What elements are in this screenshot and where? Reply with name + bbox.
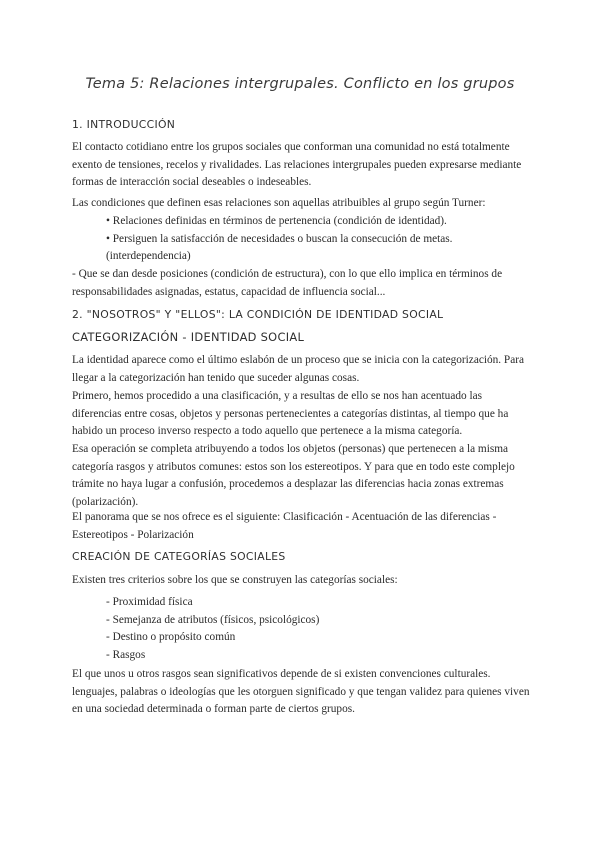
list-item: - Semejanza de atributos (físicos, psicológicos) [106,613,320,626]
paragraph-identidad-1: La identidad aparece como el último eslabón de un proceso que se inicia con la categorización. Para llegar a la categorización han tenido que suceder algunas cosas. [72,354,525,384]
bullet-list-turner [106,213,526,266]
document-title: Tema 5: Relaciones intergrupales. Conflicto en los grupos [85,76,515,92]
list-item: • Persiguen la satisfacción de necesidades o buscan la consecución de metas. [106,232,453,245]
section-heading-creacion: CREACIÓN DE CATEGORÍAS SOCIALES [72,550,286,563]
list-item: - Proximidad física [106,596,193,608]
paragraph-identidad-3: Esa operación se completa atribuyendo a todos los objetos (personas) que pertenecen a la misma categoría rasgos y atributos comunes: estos son los estereotipos. Y para que en todo este complejo trámite no haya lugar a confusión, procedemos a desplazar las diferencias hacia zonas extremas (polarización). [72,443,515,508]
criteria-list [106,594,526,664]
paragraph-intro-2: Las condiciones que definen esas relaciones son aquellas atribuibles al grupo según Turner: [72,197,486,209]
list-item: • Relaciones definidas en términos de pertenencia (condición de identidad). [106,215,447,227]
paragraph-rasgos: El que unos u otros rasgos sean significativos depende de si existen convenciones culturales. lenguajes, palabras o ideologías que les otorguen significado y que tengan validez para quienes viven en una sociedad determinada o forman parte de ciertos grupos. [72,668,530,716]
section-heading-introduccion: 1. INTRODUCCIÓN [72,118,176,131]
paragraph-identidad-4: El panorama que se nos ofrece es el siguiente: Clasificación - Acentuación de las diferencias - Estereotipos - Polarización [72,511,497,541]
list-item: - Rasgos [106,648,146,661]
list-item: - Destino o propósito común [106,631,236,644]
section-heading-nosotros-ellos: 2. "NOSOTROS" Y "ELLOS": LA CONDICIÓN DE IDENTIDAD SOCIAL [72,308,444,321]
paragraph-identidad-2: Primero, hemos procedido a una clasificación, y a resultas de ello se nos han acentuado las diferencias entre cosas, objetos y personas pertenecientes a categorías distintas, al tiempo que ha habido un proceso inverso respecto a todo aquello que pertenece a la misma categoría. [72,390,509,438]
list-item: (interdependencia) [106,250,191,263]
paragraph-intro-3: - Que se dan desde posiciones (condición de estructura), con lo que ello implica en términos de responsabilidades asignadas, estatus, capacidad de influencia social... [72,268,503,298]
subheading-categorizacion: CATEGORIZACIÓN - IDENTIDAD SOCIAL [72,330,305,344]
paragraph-intro-1: El contacto cotidiano entre los grupos sociales que conforman una comunidad no está totalmente exento de tensiones, recelos y rivalidades. Las relaciones intergrupales pueden expresarse mediante formas de interacción social deseables o indeseables. [72,141,522,189]
paragraph-criterios: Existen tres criterios sobre los que se construyen las categorías sociales: [72,574,398,586]
